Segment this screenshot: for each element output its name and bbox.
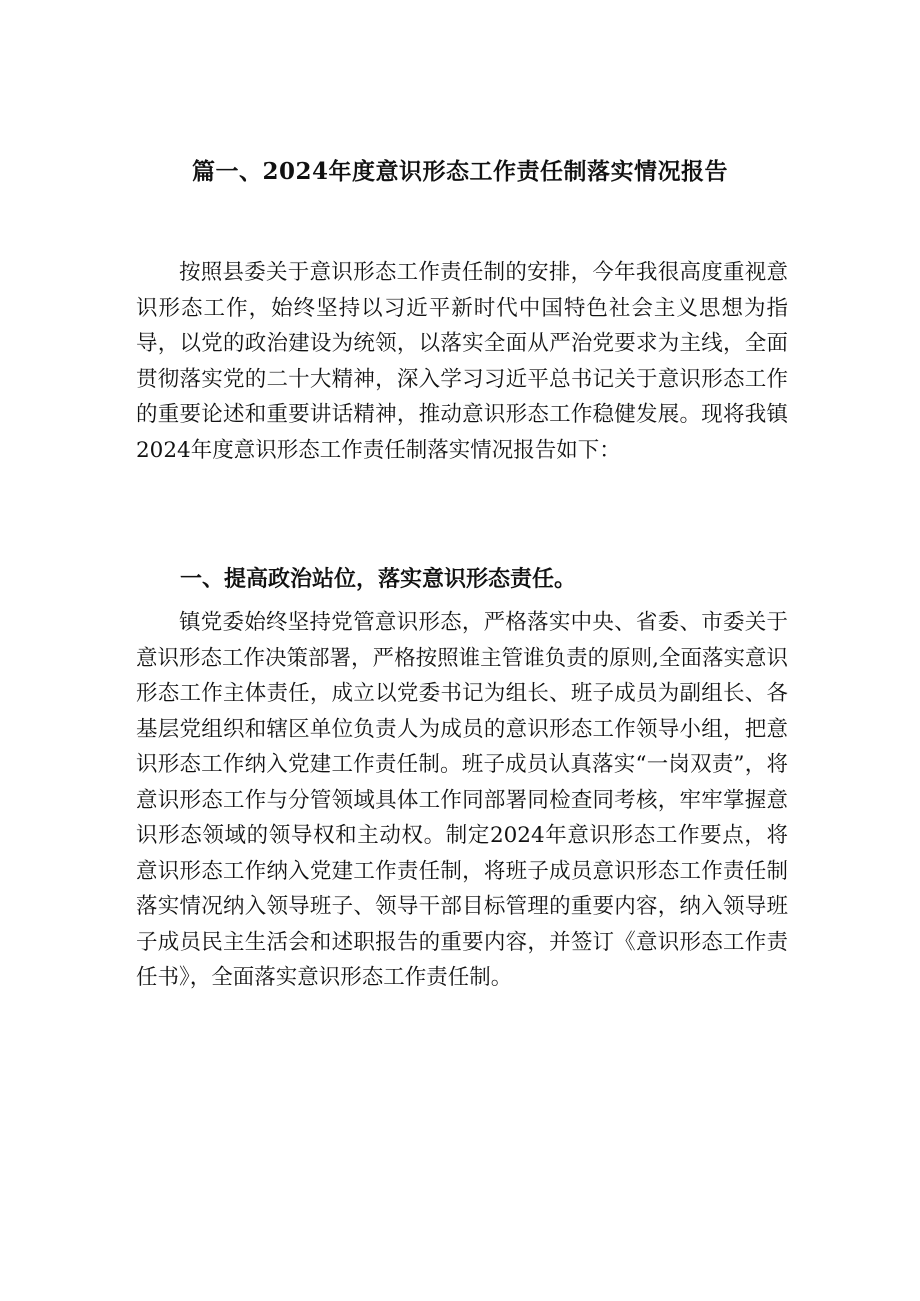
section-heading: 一、提高政治站位，落实意识形态责任。 [180, 567, 577, 592]
document-title: 篇一、2024年度意识形态工作责任制落实情况报告 [191, 158, 728, 185]
intro-paragraph: 按照县委关于意识形态工作责任制的安排，今年我很高度重视意识形态工作，始终坚持以习近平新时代中国特色社会主义思想为指导，以党的政治建设为统领，以落实全面从严治党要求为主线，全面贯彻落实党的二十大精神，深入学习习近平总书记关于意识形态工作的重要论述和重要讲话精神，推动意识形态工作稳健发展。现将我镇2024年度意识形态工作责任制落实情况报告如下： [136, 260, 788, 463]
section-paragraph: 镇党委始终坚持党管意识形态，严格落实中央、省委、市委关于意识形态工作决策部署，严格按照谁主管谁负责的原则,全面落实意识形态工作主体责任，成立以党委书记为组长、班子成员为副组长、各基层党组织和辖区单位负责人为成员的意识形态工作领导小组，把意识形态工作纳入党建工作责任制。班子成员认真落实“一岗双责”，将意识形态工作与分管领域具体工作同部署同检查同考核，牢牢掌握意识形态领域的领导权和主动权。制定2024年意识形态工作要点，将意识形态工作纳入党建工作责任制，将班子成员意识形态工作责任制落实情况纳入领导班子、领导干部目标管理的重要内容，纳入领导班子成员民主生活会和述职报告的重要内容，并签订《意识形态工作责任书》，全面落实意识形态工作责任制。 [136, 610, 788, 990]
